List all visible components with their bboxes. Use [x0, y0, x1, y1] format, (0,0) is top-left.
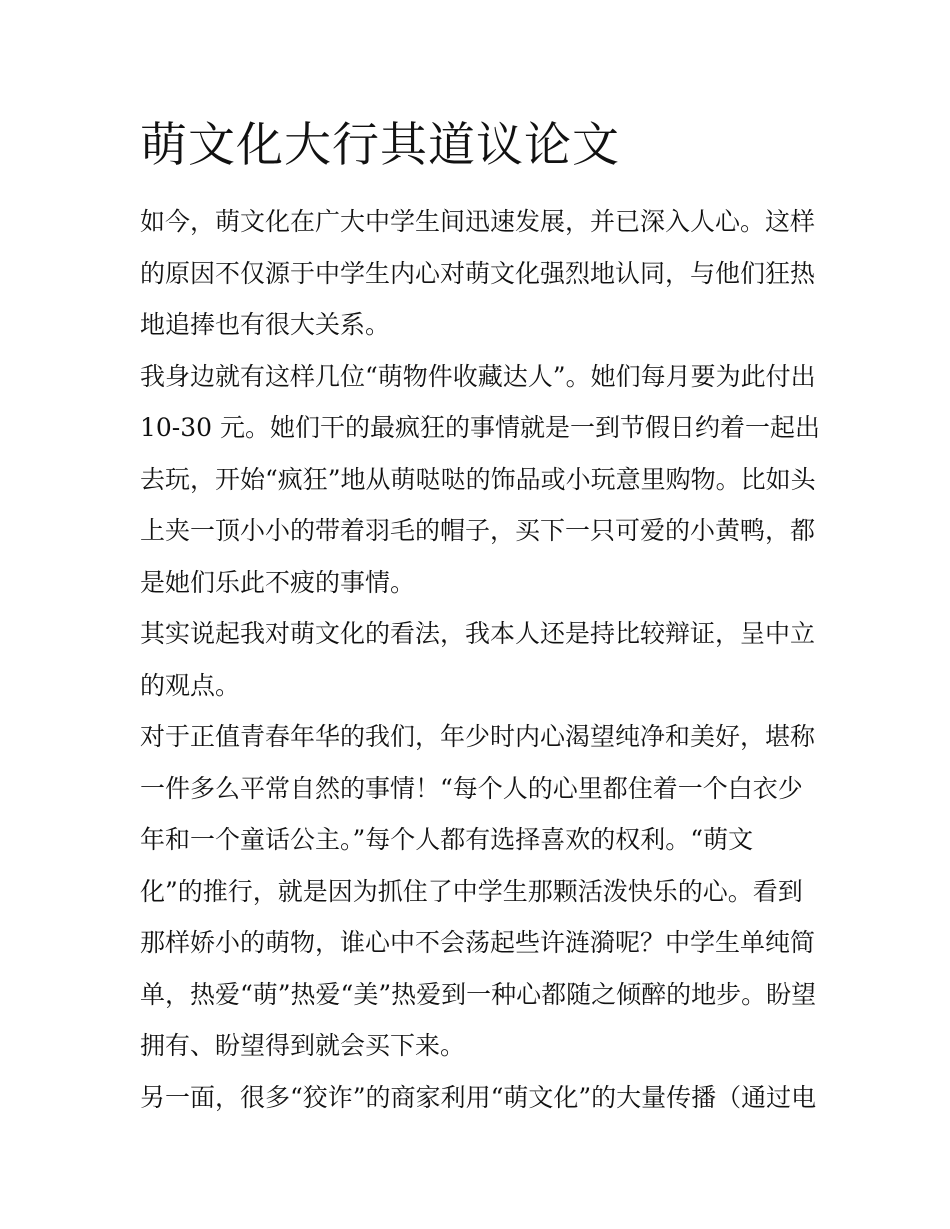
text-line: 对于正值青春年华的我们，年少时内心渴望纯净和美好，堪称 — [140, 722, 816, 751]
text-line: 10-30 元。她们干的最疯狂的事情就是一到节假日约着一起出 — [140, 413, 821, 442]
text-line: 我身边就有这样几位“萌物件收藏达人”。她们每月要为此付出 — [140, 361, 816, 391]
text-line: 的观点。 — [140, 670, 241, 700]
text-line: 如今，萌文化在广大中学生间迅速发展，并已深入人心。这样 — [140, 207, 816, 236]
text-line: 年和一个童话公主。”每个人都有选择喜欢的权利。“萌文 — [140, 825, 754, 854]
text-line: 另一面，很多“狡诈”的商家利用“萌文化”的大量传播（通过电 — [140, 1082, 817, 1112]
document-body — [140, 196, 820, 1123]
document-title: 萌文化大行其道议论文 — [140, 118, 620, 173]
paragraph — [140, 196, 820, 351]
text-line: 那样娇小的萌物，谁心中不会荡起些许涟漪呢？中学生单纯简 — [140, 928, 816, 957]
paragraph — [140, 351, 820, 609]
text-line: 上夹一顶小小的带着羽毛的帽子，买下一只可爱的小黄鸭，都 — [140, 516, 816, 545]
paragraph — [140, 1072, 820, 1124]
text-line: 单，热爱“萌”热爱“美”热爱到一种心都随之倾醉的地步。盼望 — [140, 979, 817, 1009]
text-line: 其实说起我对萌文化的看法，我本人还是持比较辩证，呈中立 — [140, 619, 816, 648]
text-line: 地追捧也有很大关系。 — [140, 310, 391, 339]
text-line: 拥有、盼望得到就会买下来。 — [140, 1031, 466, 1060]
paragraph — [140, 711, 820, 1072]
text-line: 的原因不仅源于中学生内心对萌文化强烈地认同，与他们狂热 — [140, 258, 816, 288]
text-line: 一件多么平常自然的事情！“每个人的心里都住着一个白衣少 — [140, 773, 803, 803]
paragraph — [140, 608, 820, 711]
text-line: 去玩，开始“疯狂”地从萌哒哒的饰品或小玩意里购物。比如头 — [140, 464, 816, 494]
text-line: 化”的推行，就是因为抓住了中学生那颗活泼快乐的心。看到 — [140, 876, 803, 906]
text-line: 是她们乐此不疲的事情。 — [140, 567, 416, 597]
